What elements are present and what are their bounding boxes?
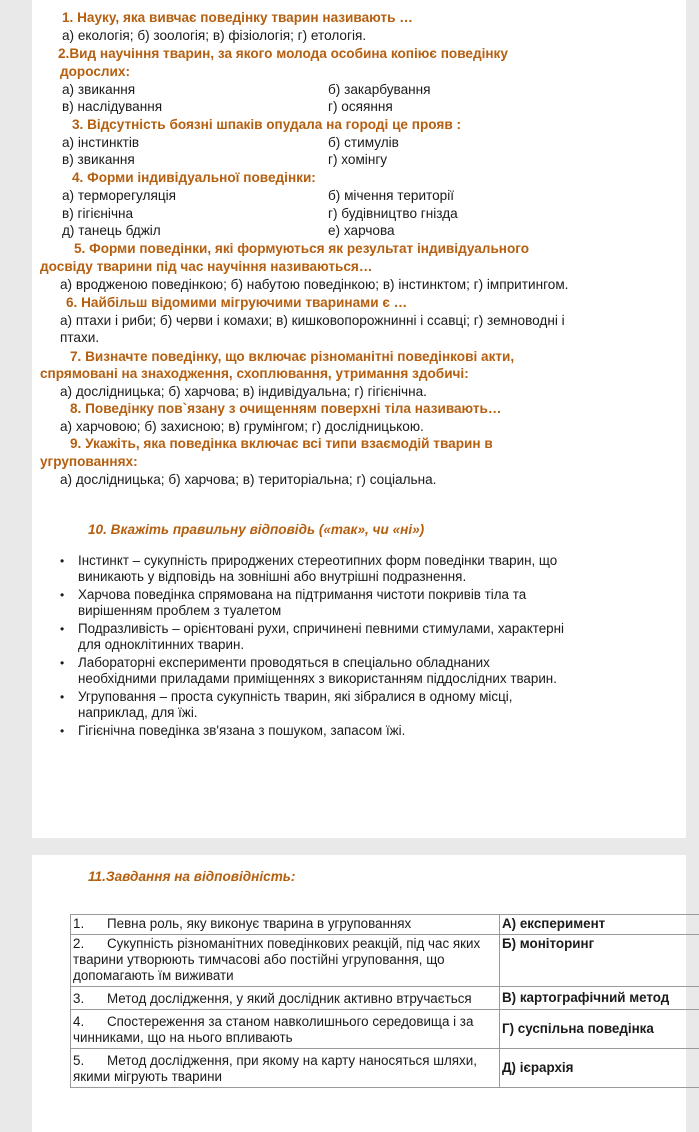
q2-option-a: а) звикання (62, 82, 136, 97)
q9-answers: а) дослідницька; б) харчова; в) територіальна; г) соціальна. (60, 472, 437, 487)
q4-option-e: д) танець бджіл (62, 223, 161, 238)
q11-title: 11.Завдання на відповідність: (88, 869, 296, 884)
q11-option-cell: В) картографічний метод (500, 987, 699, 1010)
q11-statement-cell: 1. Певна роль, яку виконує тварина в угрупованнях (71, 915, 500, 935)
q10-title: 10. Вкажіть правильну відповідь («так», чи «ні») (88, 522, 425, 537)
table-row (71, 1049, 699, 1088)
q11-option-cell: А) експеримент (500, 915, 699, 935)
bullet-icon: • (60, 554, 65, 568)
bullet-icon: • (60, 622, 65, 636)
q1-answers: а) екологія; б) зоологія; в) фізіологія; г) етологія. (62, 28, 367, 43)
q3-option-c: в) звикання (62, 152, 135, 167)
q11-statement-cell: 5. Метод дослідження, при якому на карту наносяться шляхи, якими мігрують тварини (71, 1049, 500, 1088)
q4-option-f: е) харчова (328, 223, 395, 238)
table-row (71, 915, 699, 935)
q11-statement-cell: 2. Сукупність різноманітних поведінкових реакцій, під час яких тварини утворюють тимчасові або постійні угруповання, що допомагають їм виживати (71, 935, 500, 987)
q10-statement: • Подразливість – орієнтовані рухи, спричинені певними стимулами, характерні для одноклітинних тварин. (60, 621, 564, 652)
q5-title-line1: 5. Форми поведінки, які формуються як результат індивідуального (74, 241, 530, 256)
q11-option-cell: Г) суспільна поведінка (500, 1010, 699, 1049)
q11-statement-cell: 4. Спостереження за станом навколишнього середовища і за чинниками, що на нього впливають (71, 1010, 500, 1049)
q7-title-line2: спрямовані на знаходження, схоплювання, утримання здобичі: (40, 366, 469, 381)
table-row (71, 935, 699, 987)
q3-title: 3. Відсутність боязні шпаків опудала на городі це прояв : (72, 117, 461, 132)
q2-title-line1: 2.Вид научіння тварин, за якого молода особина копіює поведінку (58, 46, 508, 61)
q4-option-a: а) терморегуляція (62, 188, 177, 203)
q11-option-cell: Д) ієрархія (500, 1049, 699, 1088)
q4-title: 4. Форми індивідуальної поведінки: (72, 170, 316, 185)
q4-option-d: г) будівництво гнізда (328, 206, 458, 221)
q2-option-d: г) осяяння (328, 99, 393, 114)
bullet-icon: • (60, 724, 65, 738)
q7-title-line1: 7. Визначте поведінку, що включає різноманітні поведінкові акти, (70, 349, 515, 364)
bullet-icon: • (60, 588, 65, 602)
q10-statement: • Інстинкт – сукупність природжених стереотипних форм поведінки тварин, що виникають у відповідь на зовнішні або внутрішні подразнення. (60, 553, 558, 584)
q6-answers-line2: птахи. (60, 330, 100, 345)
bullet-icon: • (60, 690, 65, 704)
q10-statement: • Лабораторні експерименти проводяться в спеціально обладнаних необхідними приладами приміщеннях з використанням піддослідних тварин. (60, 655, 557, 686)
q5-answers: а) вродженою поведінкою; б) набутою поведінкою; в) інстинктом; г) імпритингом. (60, 277, 569, 292)
table-row (71, 1010, 699, 1049)
q3-option-d: г) хомінгу (328, 152, 388, 167)
q9-title-line1: 9. Укажіть, яка поведінка включає всі типи взаємодій тварин в (70, 436, 493, 451)
q2-option-c: в) наслідування (62, 99, 163, 114)
q9-title-line2: угрупованнях: (40, 454, 138, 469)
page-1 (32, 0, 686, 838)
q10-statements-list (58, 553, 658, 741)
q1-title: 1. Науку, яка вивчає поведінку тварин називають … (62, 10, 413, 25)
q11-option-cell: Б) моніторинг (500, 935, 699, 987)
q3-option-b: б) стимулів (328, 135, 399, 150)
q4-option-b: б) мічення території (328, 188, 455, 203)
q11-statement-cell: 3. Метод дослідження, у який дослідник активно втручається (71, 987, 500, 1010)
q5-title-line2: досвіду тварини під час научіння називаються… (40, 259, 373, 274)
q6-answers-line1: а) птахи і риби; б) черви і комахи; в) кишковопорожнинні і ссавці; г) земноводні і (60, 313, 565, 328)
q4-option-c: в) гігієнічна (62, 206, 134, 221)
q10-statement: • Угруповання – проста сукупність тварин, які зібралися в одному місці, наприклад, для їжі. (60, 689, 513, 720)
q3-option-a: а) інстинктів (62, 135, 140, 150)
q8-answers: а) харчовою; б) захисною; в) грумінгом; г) дослідницькою. (60, 419, 424, 434)
q2-title-line2: дорослих: (60, 64, 130, 79)
q10-statement: • Гігієнічна поведінка зв'язана з пошуком, запасом їжі. (60, 723, 406, 738)
q8-title: 8. Поведінку пов`язану з очищенням поверхні тіла називають… (70, 401, 502, 416)
q6-title: 6. Найбільш відомими мігруючими тваринами є … (66, 295, 408, 310)
q11-matching-table (70, 914, 699, 1088)
q2-option-b: б) закарбування (328, 82, 431, 97)
q10-statement: • Харчова поведінка спрямована на підтримання чистоти покривів тіла та вирішенням проблем з туалетом (60, 587, 527, 618)
table-row (71, 987, 699, 1010)
q7-answers: а) дослідницька; б) харчова; в) індивідуальна; г) гігієнічна. (60, 384, 427, 399)
bullet-icon: • (60, 656, 65, 670)
